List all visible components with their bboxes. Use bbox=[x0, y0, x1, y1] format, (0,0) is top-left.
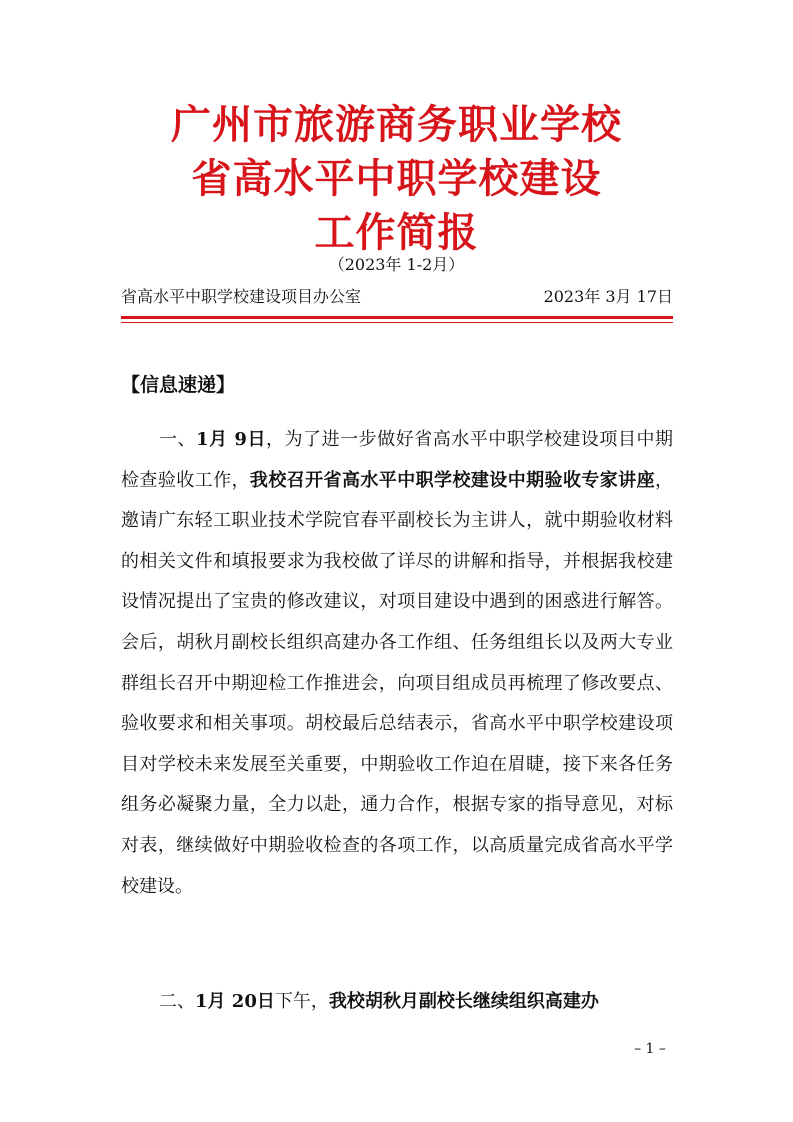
item-number: 二、 bbox=[159, 991, 195, 1012]
title-line-bulletin: 工作简报 bbox=[314, 209, 479, 256]
issue-date: 2023年 3月 17日 bbox=[543, 287, 673, 306]
item-text: ，邀请广东轻工职业技术学院官春平副校长为主讲人，就中期验收材料的相关文件和填报要求为我校做了详尽的讲解和指导，并根据我校建设情况提出了宝贵的修改建议，对项目建设中遇到的困惑进行解答。会后，胡秋月副校长组织高建办各工作组、任务组组长以及两大专业群组长召开中期迎检工作推进会，向项目组成员再梳理了修改要点、验收要求和相关事项。胡校最后总结表示，省高水平中职学校建设项目对学校未来发展至关重要，中期验收工作迫在眉睫，接下来各任务组务必凝聚力量，全力以赴，通力合作，根据专家的指导意见，对标对表，继续做好中期验收检查的各项工作，以高质量完成省高水平学校建设。 bbox=[121, 469, 674, 897]
item-highlight: 我校胡秋月副校长继续组织高建办 bbox=[328, 991, 599, 1012]
item-date: 1月 9日 bbox=[196, 429, 266, 450]
news-item-2 bbox=[121, 982, 673, 1023]
title-line-school: 广州市旅游商务职业学校 bbox=[171, 101, 622, 148]
issue-period: （2023年 1-2月） bbox=[328, 255, 465, 274]
header-rule-thin bbox=[121, 322, 673, 323]
page-number: – 1 – bbox=[634, 1041, 666, 1057]
header-rule-thick bbox=[121, 316, 673, 319]
item-highlight: 我校召开省高水平中职学校建设中期验收专家讲座 bbox=[249, 469, 656, 491]
item-date: 1月 20日 bbox=[195, 991, 275, 1012]
issuer-row bbox=[121, 286, 673, 308]
issuer-office: 省高水平中职学校建设项目办公室 bbox=[121, 287, 362, 306]
title-line-project: 省高水平中职学校建设 bbox=[191, 155, 602, 202]
news-item-1 bbox=[121, 420, 673, 907]
section-heading: 【信息速递】 bbox=[121, 374, 236, 396]
item-number: 一、 bbox=[159, 429, 197, 450]
report-title bbox=[0, 98, 793, 260]
item-text: ，为了进一步做好省高水平中职学校建设项目中期检查验收工作， bbox=[121, 429, 674, 491]
item-text: 下午， bbox=[274, 991, 329, 1012]
